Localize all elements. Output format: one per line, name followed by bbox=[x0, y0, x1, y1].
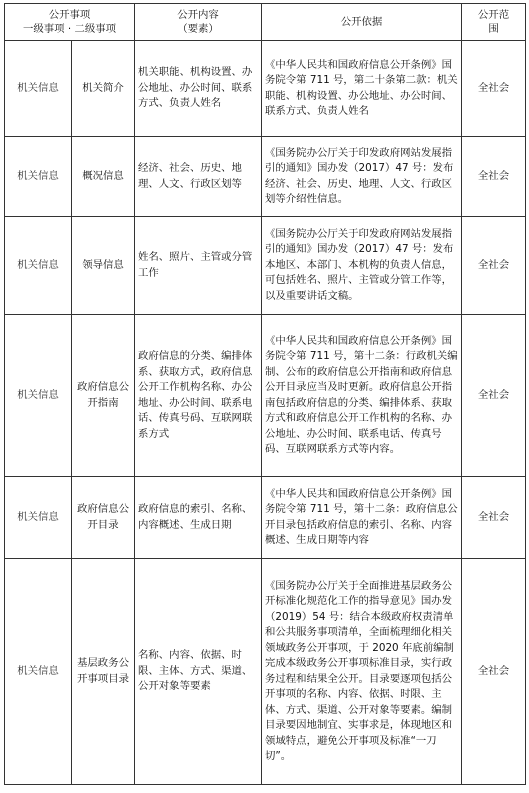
table-row bbox=[5, 217, 526, 315]
table-header-row bbox=[5, 4, 526, 41]
header-scope-line2: 围 bbox=[488, 23, 499, 35]
header-content-sub: （要素） bbox=[177, 23, 219, 35]
header-content-title: 公开内容 bbox=[177, 9, 219, 21]
level1-cell: 机关信息 bbox=[5, 137, 72, 217]
basis-cell: 《中华人民共和国政府信息公开条例》国务院令第 711 号，第十二条：行政机关编制、公布的政府信息公开指南和政府信息公开目录应当及时更新。政府信息公开指南包括政府信息的分类、编排体系、获取方式和政府信息公开工作机构的名称、办公地址、办公时间、联系电话、传真号码、互联网联系方式等内容。 bbox=[262, 315, 462, 477]
disclosure-table bbox=[4, 3, 526, 785]
content-cell: 机关职能、机构设置、办公地址、办公时间、联系方式、负责人姓名 bbox=[135, 41, 262, 137]
header-content bbox=[135, 4, 262, 41]
header-item-title: 公开事项 bbox=[48, 9, 91, 21]
level2-cell: 机关简介 bbox=[72, 41, 135, 137]
content-cell: 政府信息的索引、名称、内容概述、生成日期 bbox=[135, 477, 262, 559]
level1-cell: 机关信息 bbox=[5, 315, 72, 477]
header-item-levels: 一级事项 · 二级事项 bbox=[22, 23, 117, 35]
table-row bbox=[5, 41, 526, 137]
scope-cell: 全社会 bbox=[462, 559, 526, 785]
level2-cell: 概况信息 bbox=[72, 137, 135, 217]
scope-cell: 全社会 bbox=[462, 137, 526, 217]
scope-cell: 全社会 bbox=[462, 41, 526, 137]
header-scope-line1: 公开范 bbox=[477, 9, 510, 21]
basis-cell: 《中华人民共和国政府信息公开条例》国务院令第 711 号，第二十条第二款：机关职能、机构设置、办公地址、办公时间、联系方式、负责人姓名 bbox=[262, 41, 462, 137]
table-row bbox=[5, 559, 526, 785]
header-basis: 公开依据 bbox=[262, 4, 462, 41]
content-cell: 经济、社会、历史、地理、人文、行政区划等 bbox=[135, 137, 262, 217]
header-disclosure-item bbox=[5, 4, 135, 41]
level1-cell: 机关信息 bbox=[5, 41, 72, 137]
header-scope bbox=[462, 4, 526, 41]
basis-cell: 《国务院办公厅关于印发政府网站发展指引的通知》国办发（2017）47 号：发布本地区、本部门、本机构的负责人信息，可包括姓名、照片、主管或分管工作等，以及重要讲话文稿。 bbox=[262, 217, 462, 315]
table-row bbox=[5, 315, 526, 477]
content-cell: 姓名、照片、主管或分管工作 bbox=[135, 217, 262, 315]
level2-cell: 基层政务公开事项目录 bbox=[72, 559, 135, 785]
level1-cell: 机关信息 bbox=[5, 477, 72, 559]
level1-cell: 机关信息 bbox=[5, 217, 72, 315]
level2-cell: 政府信息公开目录 bbox=[72, 477, 135, 559]
scope-cell: 全社会 bbox=[462, 477, 526, 559]
scope-cell: 全社会 bbox=[462, 217, 526, 315]
content-cell: 政府信息的分类、编排体系、获取方式，政府信息公开工作机构名称、办公地址、办公时间、联系电话、传真号码、互联网联系方式 bbox=[135, 315, 262, 477]
level2-cell: 政府信息公开指南 bbox=[72, 315, 135, 477]
basis-cell: 《国务院办公厅关于印发政府网站发展指引的通知》国办发（2017）47 号：发布经济、社会、历史、地理、人文、行政区划等介绍性信息。 bbox=[262, 137, 462, 217]
basis-cell: 《中华人民共和国政府信息公开条例》国务院令第 711 号，第十二条：政府信息公开目录包括政府信息的索引、名称、内容概述、生成日期等内容 bbox=[262, 477, 462, 559]
table-row bbox=[5, 137, 526, 217]
content-cell: 名称、内容、依据、时限、主体、方式、渠道、公开对象等要素 bbox=[135, 559, 262, 785]
level2-cell: 领导信息 bbox=[72, 217, 135, 315]
basis-cell: 《国务院办公厅关于全面推进基层政务公开标准化规范化工作的指导意见》国办发（2019）54 号：结合本级政府权责清单和公共服务事项清单，全面梳理细化相关领域政务公开事项，于 2020 年底前编制完成本级政务公开事项标准目录，实行政务过程和结果全公开。目录要逐项包括公开事项的名称、内容、依据、时限、主体、方式、渠道、公开对象等要素。编制目录要因地制宜、实事求是，体现地区和领域特点，避免公开事项及标准“一刀切”。 bbox=[262, 559, 462, 785]
table-row bbox=[5, 477, 526, 559]
scope-cell: 全社会 bbox=[462, 315, 526, 477]
level1-cell: 机关信息 bbox=[5, 559, 72, 785]
